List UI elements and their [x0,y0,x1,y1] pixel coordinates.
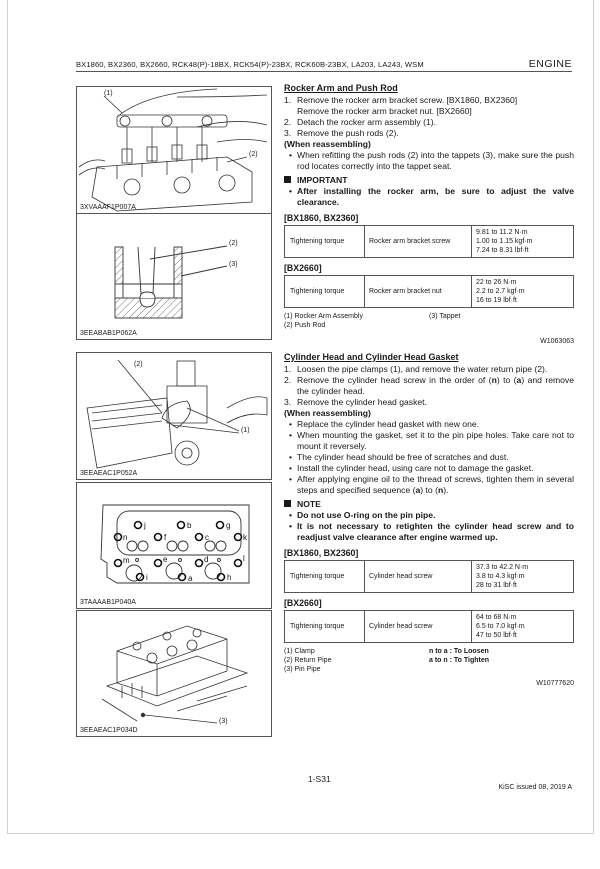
model-heading: [BX2660] [284,598,322,608]
water-pipe-illustration-icon [77,353,271,479]
figure-code: 3TAAAAB1P040A [80,599,136,606]
svg-text:i: i [146,573,148,582]
figure-push-rod-tappet [76,213,272,340]
square-bullet-icon [284,500,291,507]
step-item: 3. Remove the cylinder head gasket. [284,397,427,407]
section-title: Rocker Arm and Push Rod [284,83,398,93]
section-cylinder-head [284,352,574,689]
svg-text:n: n [123,533,128,542]
figure-code: 3EEAEAC1P034D [80,727,138,734]
bullet-item: • The cylinder head should be free of scratches and dust. [288,452,509,462]
document-code: W10777620 [536,680,574,687]
step-item: 1. Loosen the pipe clamps (1), and remove the water return pipe (2). [284,364,548,374]
bullet-item: • Replace the cylinder head gasket with new one. [288,419,480,429]
tappet-cross-section-icon [77,214,271,339]
parts-legend: (1) Rocker Arm Assembly (2) Push Rod (3) Tappet [284,313,461,329]
svg-text:l: l [243,554,245,563]
callout-2: (2) [249,151,258,158]
figure-water-pipe [76,352,272,480]
svg-text:m: m [123,556,130,565]
reassembling-label: (When reassembling) [284,139,371,149]
torque-table: Tightening torque Rocker arm bracket nut 22 to 26 N·m 2.2 to 2.7 kgf·m 16 to 19 lbf·ft [284,275,574,308]
step-item: 3. Remove the push rods (2). [284,128,399,138]
document-code: W1063063 [540,338,574,345]
step-item: 1. Remove the rocker arm bracket screw. [BX1860, BX2360] Remove the rocker arm bracket nut. [BX2660] [284,95,518,116]
callout-3: (3) [229,261,238,268]
cylinder-head-bolt-diagram-icon [77,483,271,608]
svg-text:e: e [163,555,168,564]
section-title: Cylinder Head and Cylinder Head Gasket [284,352,459,362]
svg-text:d: d [204,555,209,564]
note-item: • It is not necessary to retighten the cylinder head screw and to readjust valve clearance after engine warmed up. [288,521,574,542]
section-rocker-arm [284,83,574,347]
note-item: • Do not use O-ring on the pin pipe. [288,510,436,520]
important-item: • After installing the rocker arm, be sure to adjust the valve clearance. [288,186,574,207]
step-item: 2. Remove the cylinder head screw in the order of (n) to (a) and remove the cylinder head. [284,375,574,396]
svg-text:b: b [187,521,192,530]
model-list: BX1860, BX2360, BX2660, RCK48(P)-18BX, RCK54(P)-23BX, RCK60B-23BX, LA203, LA243, WSM [76,60,424,69]
callout-1: (1) [104,90,113,97]
issue-label: KiSC issued 08, 2019 A [498,784,572,791]
svg-text:a: a [188,574,193,583]
callout-1: (1) [241,427,250,434]
bullet-item: • When refitting the push rods (2) into the tappets (3), make sure the push rod locates correctly into the tappet seat. [288,150,574,171]
square-bullet-icon [284,176,291,183]
figure-code: 3XVAAAF1P007A [80,204,136,211]
note-heading: NOTE [284,499,574,510]
svg-text:c: c [205,533,209,542]
svg-text:f: f [164,533,167,542]
model-heading: [BX1860, BX2360] [284,213,359,223]
bolt-label: j [144,521,146,530]
important-heading: IMPORTANT [284,175,574,186]
figure-bolt-sequence [76,482,272,609]
rocker-arm-illustration-icon [77,87,271,213]
reassembling-label: (When reassembling) [284,408,371,418]
parts-legend: (1) Clamp (2) Return Pipe (3) Pin Pipe n to a : To Loosen a to n : To Tighten [284,648,490,673]
svg-text:k: k [243,533,247,542]
figure-gasket [76,610,272,737]
torque-table: Tightening torque Rocker arm bracket screw 9.81 to 11.2 N·m 1.00 to 1.15 kgf·m 7.24 to 8.31 lbf·ft [284,225,574,258]
gasket-illustration-icon [77,611,271,736]
figure-rocker-arm [76,86,272,214]
section-title: ENGINE [528,58,572,70]
figure-code: 3EEABAB1P062A [80,330,137,337]
callout-2: (2) [229,240,238,247]
svg-text:g: g [226,521,231,530]
page-number: 1-S31 [308,774,331,784]
model-heading: [BX1860, BX2360] [284,548,359,558]
model-heading: [BX2660] [284,263,322,273]
page-header [76,59,572,72]
callout-3: (3) [219,718,228,725]
step-item: 2. Detach the rocker arm assembly (1). [284,117,436,127]
svg-text:h: h [227,573,232,582]
bullet-item: • When mounting the gasket, set it to the pin pipe holes. Take care not to mount it reversely. [288,430,574,451]
torque-table: Tightening torque Cylinder head screw 64 to 68 N·m 6.5 to 7.0 kgf·m 47 to 50 lbf·ft [284,610,574,643]
torque-table: Tightening torque Cylinder head screw 37.3 to 42.2 N·m 3.8 to 4.3 kgf·m 28 to 31 lbf·ft [284,560,574,593]
bullet-item: • After applying engine oil to the thread of screws, tighten them in several steps and specified sequence (a) to (n). [288,474,574,495]
callout-2: (2) [134,361,143,368]
sequence-legend: n to a : To Loosen a to n : To Tighten [429,648,490,664]
figure-code: 3EEAEAC1P052A [80,470,138,477]
bullet-item: • Install the cylinder head, using care not to damage the gasket. [288,463,534,473]
